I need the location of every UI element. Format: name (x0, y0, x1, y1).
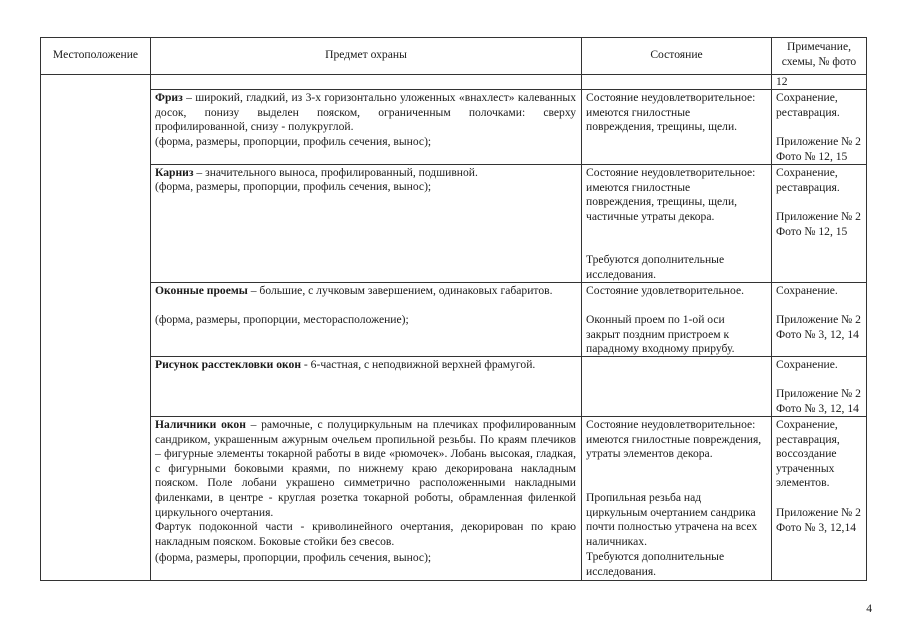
row-glazing-desc: - 6-частная, с неподвижной верхней фрамугой. (301, 358, 536, 371)
table-col-divider-3 (771, 37, 772, 581)
row-casings-condition3: Требуются дополнительные исследования. (586, 550, 725, 578)
row-casings-note2: Приложение № 2 Фото № 3, 12,14 (776, 506, 861, 534)
table-border-left (40, 37, 41, 581)
row-casings-term: Наличники окон (155, 418, 246, 431)
row-frieze-desc: – широкий, гладкий, из 3-х горизонтально уложенных «внахлест» калеванных досок, понизу выделен пояском, ограниченным полочками: сверху профилированной, снизу - полукруглой. (155, 91, 576, 134)
row-glazing-term: Рисунок расстекловки окон (155, 358, 301, 371)
page-number: 4 (866, 602, 872, 615)
table-border-right (866, 37, 867, 581)
row-frieze-note1: Сохранение, реставрация. (776, 91, 840, 119)
table-col-divider-1 (150, 37, 151, 581)
row-cornice-desc: – значительного выноса, профилированный, подшивной. (193, 166, 478, 179)
row-frieze-extra: (форма, размеры, пропорции, профиль сечения, вынос); (155, 135, 432, 148)
header-location: Местоположение (52, 48, 139, 61)
row-casings-extra2: (форма, размеры, пропорции, профиль сечения, вынос); (155, 551, 432, 564)
row-frieze-term: Фриз (155, 91, 183, 104)
row-frieze-note2: Приложение № 2 Фото № 12, 15 (776, 135, 861, 163)
row-frieze-condition: Состояние неудовлетворительное: имеются гнилостные повреждения, трещины, щели. (586, 91, 756, 134)
row-cornice-term: Карниз (155, 166, 194, 179)
row-casings-subject (155, 418, 576, 520)
cont-note: 12 (776, 75, 788, 88)
row-openings-subject (155, 284, 576, 299)
row-line-5 (150, 416, 867, 417)
row-openings-term: Оконные проемы (155, 284, 248, 297)
row-frieze-subject (155, 91, 576, 135)
row-casings-note1: Сохранение, реставрация, воссоздание утраченных элементов. (776, 418, 840, 490)
row-glazing-subject (155, 358, 576, 373)
row-cornice-subject (155, 166, 576, 181)
header-subject: Предмет охраны (325, 48, 407, 61)
row-casings-desc: – рамочные, с полуциркульным на плечиках профилированным сандриком, украшенным ажурным очельем пропильной резьбы. По краям плечиков – фигурные элементы токарной работы в виде «рюмочек». Лобань высокая, гладкая, с фигурными боковыми краями, по нижнему краю декорирована накладным пояском. Поле лобани украшено симметрично расположенными накладными филенками, в центре - круглая розетка токарной роботы, обрамленная филенкой циркульного очертания. (155, 418, 576, 519)
row-cornice-condition: Состояние неудовлетворительное: имеются гнилостные повреждения, трещины, щели, частичные утраты декора. (586, 166, 756, 223)
row-line-1 (150, 89, 867, 90)
row-glazing-note2: Приложение № 2 Фото № 3, 12, 14 (776, 387, 861, 415)
row-glazing-note1: Сохранение. (776, 358, 838, 371)
row-casings-extra: Фартук подоконной части - криволинейного очертания, декорирован по краю накладным пояском. Боковые стойки без свесов. (155, 520, 576, 548)
row-openings-desc: – большие, с лучковым завершением, одинаковых габаритов. (247, 284, 553, 297)
header-condition: Состояние (650, 48, 703, 61)
table-border-bottom (40, 580, 867, 581)
table-border-top (40, 37, 867, 38)
row-line-2 (150, 164, 867, 165)
header-bottom-line (40, 74, 867, 75)
row-cornice-condition2: Требуются дополнительные исследования. (586, 253, 725, 281)
table-col-divider-2 (581, 37, 582, 581)
row-openings-note1: Сохранение. (776, 284, 838, 297)
header-note: Примечание, схемы, № фото (781, 40, 857, 68)
row-openings-condition2: Оконный проем по 1-ой оси закрыт поздним пристроем к парадному входному прирубу. (586, 313, 735, 356)
row-cornice-extra: (форма, размеры, пропорции, профиль сечения, вынос); (155, 180, 432, 193)
row-openings-note2: Приложение № 2 Фото № 3, 12, 14 (776, 313, 861, 341)
row-openings-condition: Состояние удовлетворительное. (586, 284, 744, 297)
row-cornice-note2: Приложение № 2 Фото № 12, 15 (776, 210, 861, 238)
row-cornice-note1: Сохранение, реставрация. (776, 166, 840, 194)
row-casings-condition: Состояние неудовлетворительное: имеются гнилостные повреждения, утраты элементов декора. (586, 418, 762, 461)
row-casings-condition2: Пропильная резьба над циркульным очертанием сандрика почти полностью утрачена на всех наличниках. (586, 491, 758, 548)
row-openings-extra: (форма, размеры, пропорции, месторасположение); (155, 313, 409, 326)
